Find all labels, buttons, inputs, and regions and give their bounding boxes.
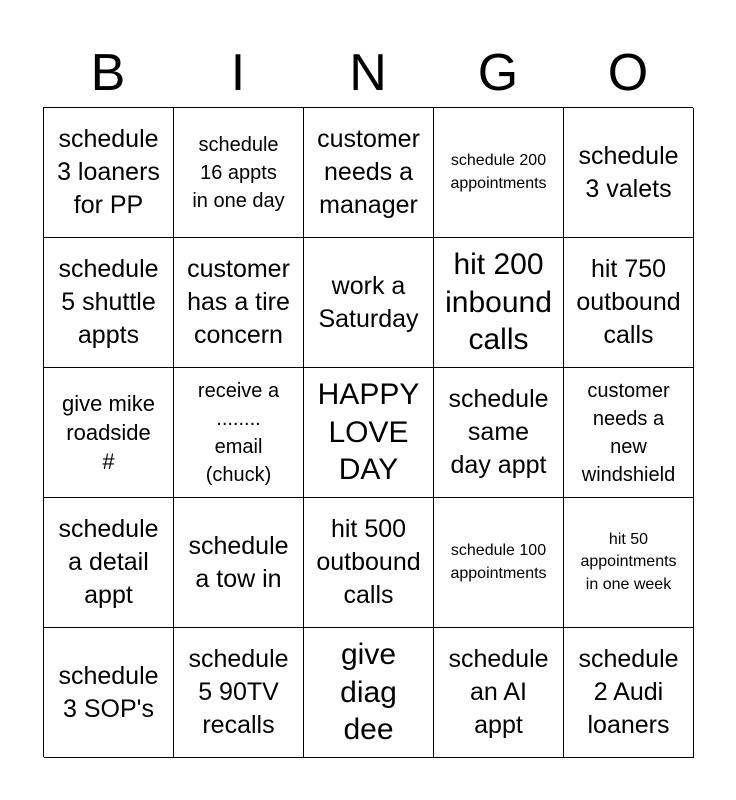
- bingo-cell-n5[interactable]: give diag dee: [304, 628, 434, 758]
- header-letter-b: B: [90, 44, 126, 102]
- bingo-board: [43, 107, 693, 757]
- header-letter-o: O: [607, 44, 649, 102]
- bingo-cell-o5[interactable]: schedule 2 Audi loaners: [564, 628, 694, 758]
- bingo-cell-g1[interactable]: schedule 200 appointments: [434, 108, 564, 238]
- header-letter-i: I: [230, 44, 246, 102]
- bingo-cell-i5[interactable]: schedule 5 90TV recalls: [174, 628, 304, 758]
- bingo-header: [43, 38, 693, 108]
- bingo-cell-free[interactable]: HAPPY LOVE DAY: [304, 368, 434, 498]
- bingo-cell-n2[interactable]: work a Saturday: [304, 238, 434, 368]
- bingo-cell-b1[interactable]: schedule 3 loaners for PP: [44, 108, 174, 238]
- bingo-cell-n4[interactable]: hit 500 outbound calls: [304, 498, 434, 628]
- header-letter-g: G: [477, 44, 519, 102]
- bingo-cell-b3[interactable]: give mike roadside #: [44, 368, 174, 498]
- bingo-cell-o4[interactable]: hit 50 appointments in one week: [564, 498, 694, 628]
- bingo-cell-b4[interactable]: schedule a detail appt: [44, 498, 174, 628]
- header-letter-n: N: [349, 44, 387, 102]
- bingo-cell-n1[interactable]: customer needs a manager: [304, 108, 434, 238]
- bingo-cell-b5[interactable]: schedule 3 SOP's: [44, 628, 174, 758]
- bingo-cell-b2[interactable]: schedule 5 shuttle appts: [44, 238, 174, 368]
- bingo-cell-o3[interactable]: customer needs a new windshield: [564, 368, 694, 498]
- bingo-cell-o1[interactable]: schedule 3 valets: [564, 108, 694, 238]
- bingo-cell-i1[interactable]: schedule 16 appts in one day: [174, 108, 304, 238]
- bingo-cell-g2[interactable]: hit 200 inbound calls: [434, 238, 564, 368]
- bingo-cell-g4[interactable]: schedule 100 appointments: [434, 498, 564, 628]
- bingo-cell-i4[interactable]: schedule a tow in: [174, 498, 304, 628]
- bingo-cell-g5[interactable]: schedule an AI appt: [434, 628, 564, 758]
- bingo-cell-i3[interactable]: receive a ........ email (chuck): [174, 368, 304, 498]
- bingo-cell-i2[interactable]: customer has a tire concern: [174, 238, 304, 368]
- bingo-cell-g3[interactable]: schedule same day appt: [434, 368, 564, 498]
- bingo-cell-o2[interactable]: hit 750 outbound calls: [564, 238, 694, 368]
